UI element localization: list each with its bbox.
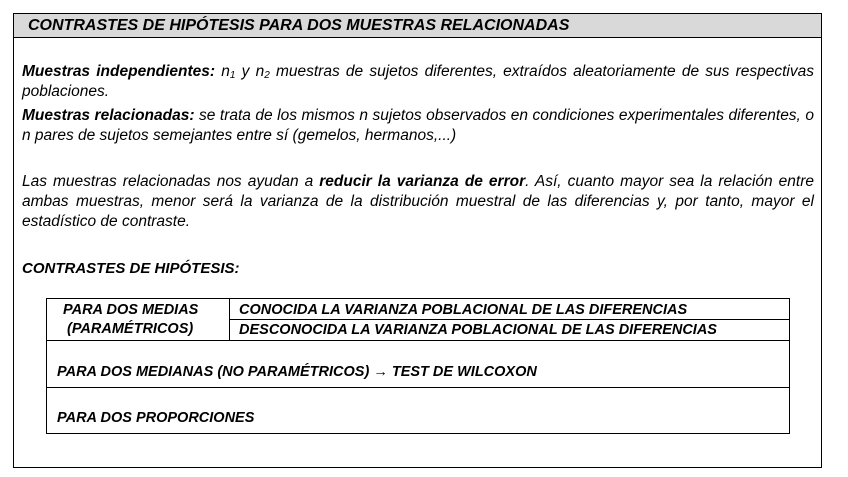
independientes-paragraph (22, 62, 814, 102)
independientes-text-c: muestras de sujetos diferentes, extraídos aleatoriamente de sus respectivas poblaciones. (22, 63, 814, 100)
title-bar (14, 14, 821, 38)
medias-label-line2: (PARAMÉTRICOS) (67, 321, 194, 337)
relacionadas-text: se trata de los mismos n sujetos observados en condiciones experimentales diferentes, o n pares de sujetos semejantes entre sí (gemelos, hermanos,...) (22, 107, 814, 144)
explanation-text-a: Las muestras relacionadas nos ayudan a (22, 173, 320, 190)
explanation-text-b: . Así, cuanto mayor sea la relación entre ambas muestras, menor será la varianza de la distribución muestral de las diferencias y, por tanto, mayor el estadístico de contraste. (22, 173, 814, 230)
page-title: CONTRASTES DE HIPÓTESIS PARA DOS MUESTRAS RELACIONADAS (28, 17, 570, 34)
independientes-text-a: n (215, 63, 230, 80)
independientes-text-b: y n (235, 63, 265, 80)
explanation-emphasis: reducir la varianza de error (319, 173, 526, 190)
subscript-1: 1 (229, 70, 236, 81)
contrastes-table (46, 298, 790, 434)
independientes-label: Muestras independientes: (22, 63, 216, 80)
medias-label-line1: PARA DOS MEDIAS (63, 302, 199, 318)
conocida-varianza: CONOCIDA LA VARIANZA POBLACIONAL DE LAS DIFERENCIAS (239, 302, 688, 318)
row-divider-1 (47, 340, 789, 341)
relacionadas-paragraph (22, 106, 814, 146)
explanation-paragraph (22, 172, 814, 232)
desconocida-varianza: DESCONOCIDA LA VARIANZA POBLACIONAL DE LAS DIFERENCIAS (239, 322, 717, 338)
relacionadas-label: Muestras relacionadas: (22, 107, 195, 124)
proporciones-row: PARA DOS PROPORCIONES (57, 410, 255, 426)
contrastes-heading: CONTRASTES DE HIPÓTESIS: (22, 260, 240, 277)
subscript-2: 2 (264, 70, 270, 81)
row-divider-2 (47, 387, 789, 388)
row-divider-inner (229, 319, 789, 320)
summary-box (13, 13, 822, 468)
medianas-row: PARA DOS MEDIANAS (NO PARAMÉTRICOS) → TEST DE WILCOXON (57, 364, 537, 380)
